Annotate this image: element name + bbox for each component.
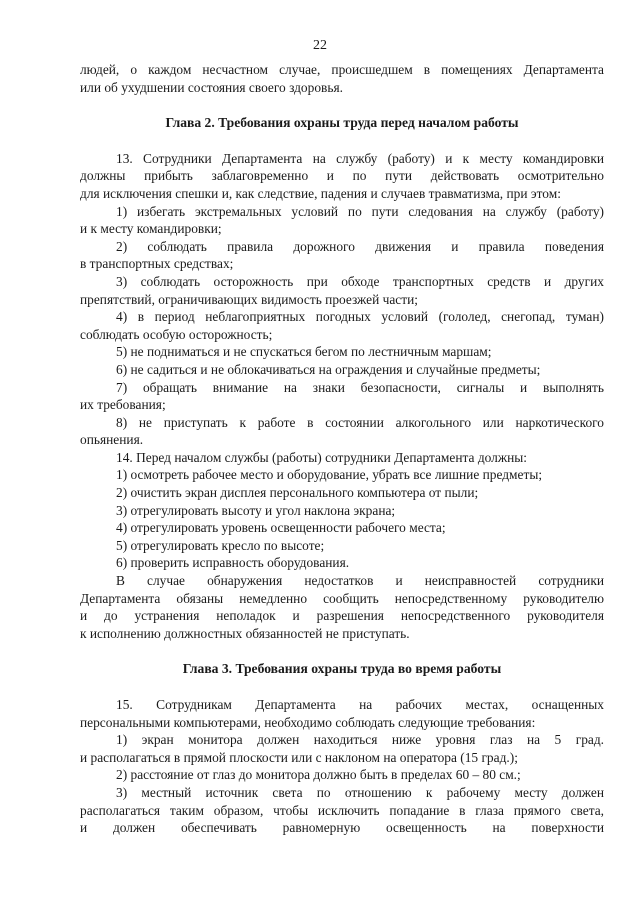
text-line: 6) проверить исправность оборудования.	[116, 555, 350, 571]
text-line: персональными компьютерами, необходимо соблюдать следующие требования:	[80, 714, 536, 730]
text-line: 3) соблюдать осторожность при обходе транспортных средств и других	[116, 273, 604, 289]
text-line: 2) соблюдать правила дорожного движения и правила поведения	[116, 238, 604, 254]
text-line: 1) экран монитора должен находиться ниже уровня глаз на 5 град.	[116, 732, 604, 748]
text-line: для исключения спешки и, как следствие, падения и случаев травматизма, при этом:	[80, 185, 561, 201]
text-line: и должен обеспечивать равномерную освещенность на поверхности	[80, 820, 604, 836]
text-line: 15. Сотрудникам Департамента на рабочих местах, оснащенных	[116, 697, 604, 712]
text-line: препятствий, ограничивающих видимость проезжей части;	[80, 291, 418, 307]
chapter-heading: Глава 2. Требования охраны труда перед началом работы	[165, 115, 519, 131]
document-body	[80, 61, 604, 837]
text-line: должны прибыть заблаговременно и по пути действовать осмотрительно	[80, 168, 604, 184]
text-line: Департамента обязаны немедленно сообщить непосредственному руководителю	[80, 590, 604, 606]
text-line: 5) отрегулировать кресло по высоте;	[116, 537, 325, 553]
text-line: и до устранения неполадок и разрешения непосредственного руководителя	[80, 608, 604, 624]
text-line: к исполнению должностных обязанностей не приступать.	[80, 625, 410, 641]
text-line: 1) избегать экстремальных условий по пути следования на службу (работу)	[116, 203, 604, 219]
text-line: 8) не приступать к работе в состоянии алкогольного или наркотического	[116, 414, 604, 430]
text-line: или об ухудшении состояния своего здоровья.	[80, 79, 343, 95]
text-line: 2) очистить экран дисплея персонального компьютера от пыли;	[116, 485, 479, 501]
text-line: 6) не садиться и не облокачиваться на ограждения и случайные предметы;	[116, 361, 541, 377]
chapter-heading: Глава 3. Требования охраны труда во время работы	[182, 661, 502, 677]
text-line: соблюдать особую осторожность;	[80, 326, 273, 342]
text-line: 5) не подниматься и не спускаться бегом по лестничным маршам;	[116, 344, 492, 360]
text-line: опьянения.	[80, 432, 144, 448]
text-line: 2) расстояние от глаз до монитора должно быть в пределах 60 – 80 см.;	[116, 767, 521, 783]
page-number: 22	[313, 38, 327, 53]
text-line: В случае обнаружения недостатков и неисправностей сотрудники	[116, 573, 604, 589]
text-line: 7) обращать внимание на знаки безопасности, сигналы и выполнять	[116, 379, 604, 395]
text-line: людей, о каждом несчастном случае, происшедшем в помещениях Департамента	[80, 62, 604, 77]
text-line: 3) отрегулировать высоту и угол наклона экрана;	[116, 502, 396, 518]
text-line: их требования;	[80, 397, 166, 413]
text-line: 13. Сотрудники Департамента на службу (работу) и к месту командировки	[116, 150, 604, 166]
text-line: 4) в период неблагоприятных погодных условий (гололед, снегопад, туман)	[116, 309, 604, 325]
text-line: 1) осмотреть рабочее место и оборудование, убрать все лишние предметы;	[116, 467, 543, 483]
text-line: располагаться таким образом, чтобы исключить попадание в глаза прямого света,	[80, 802, 604, 818]
text-line: 14. Перед началом службы (работы) сотрудники Департамента должны:	[116, 449, 527, 465]
text-line: и к месту командировки;	[80, 221, 222, 237]
text-line: и располагаться в прямой плоскости или с наклоном на оператора (15 град.);	[80, 749, 518, 765]
text-line: в транспортных средствах;	[80, 256, 234, 272]
text-line: 4) отрегулировать уровень освещенности рабочего места;	[116, 520, 446, 536]
text-line: 3) местный источник света по отношению к рабочему месту должен	[116, 784, 604, 800]
